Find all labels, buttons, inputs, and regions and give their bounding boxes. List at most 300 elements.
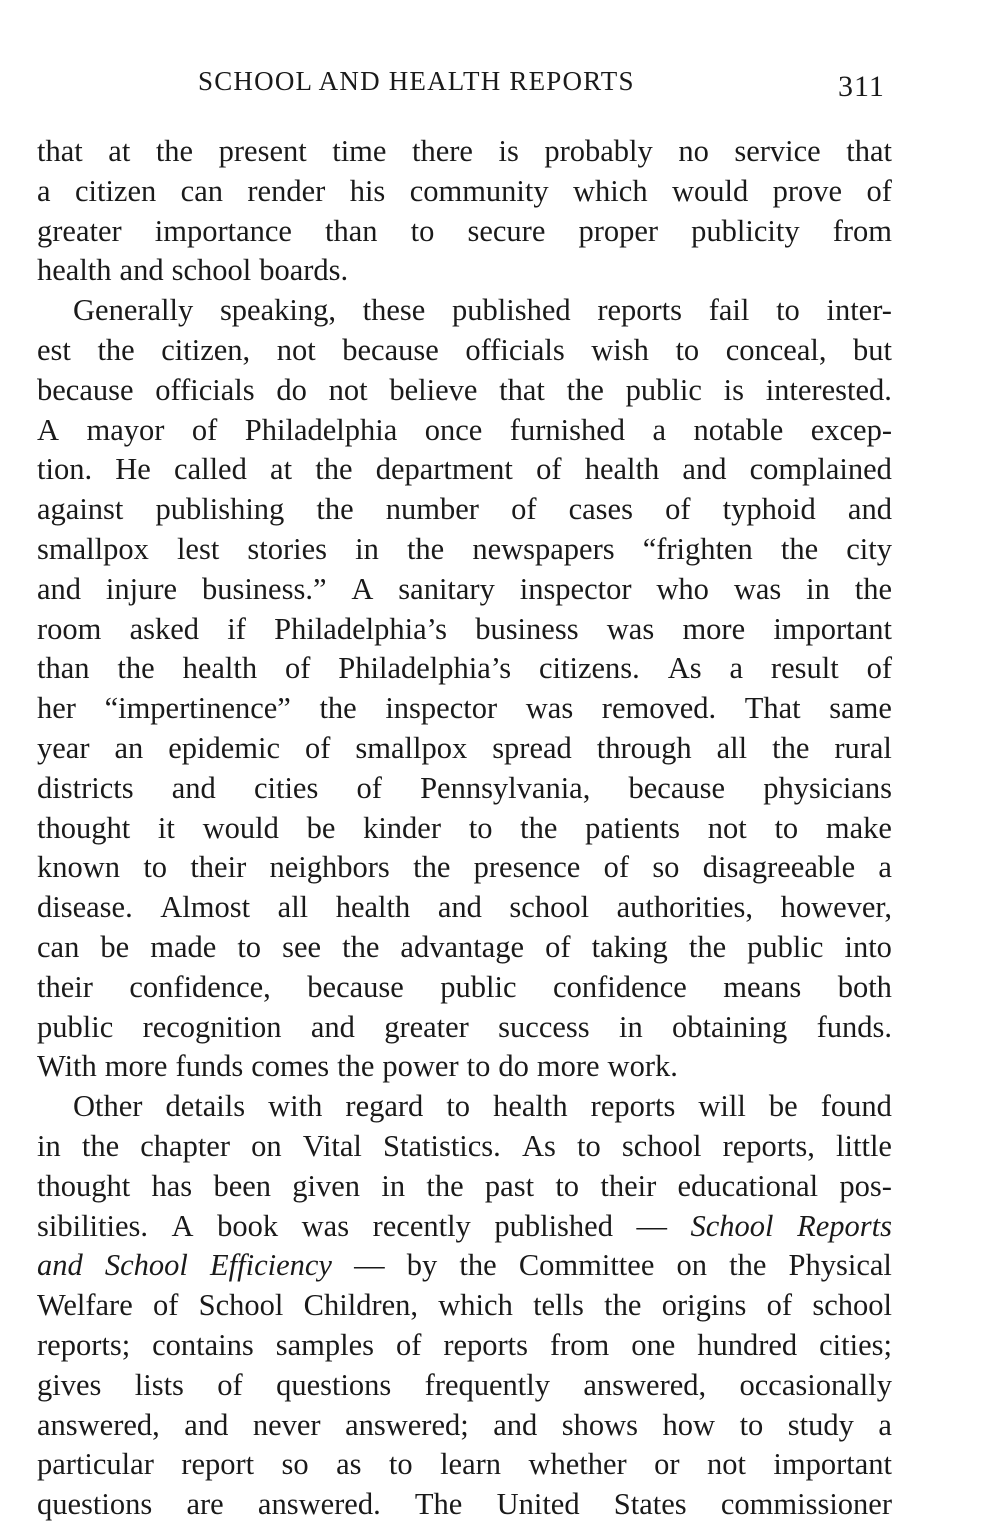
word: called [174, 452, 247, 487]
word: to [446, 1089, 471, 1124]
text-line [37, 251, 892, 291]
word: learn [440, 1447, 502, 1482]
running-title: SCHOOL AND HEALTH REPORTS [198, 66, 635, 96]
word: officials [465, 332, 565, 367]
word: to [576, 1128, 601, 1163]
word: Other [73, 1089, 143, 1124]
word: tion. [37, 452, 93, 487]
word: wish [591, 332, 649, 367]
text-line [37, 212, 892, 252]
word: reports [443, 1327, 529, 1362]
word: inter- [826, 293, 892, 328]
word: was [525, 691, 574, 726]
word: obtaining [672, 1009, 788, 1044]
word: which [573, 173, 648, 208]
word: time [332, 134, 387, 168]
word: the [319, 691, 357, 726]
word: because [342, 332, 439, 367]
word: from [549, 1327, 610, 1362]
word: citizen [74, 173, 157, 208]
word: Philadelphia’s [338, 651, 512, 686]
word: not [706, 1447, 746, 1482]
text-line [37, 172, 892, 212]
word: disease. [37, 890, 133, 925]
word: Children, [303, 1288, 419, 1323]
word: and [493, 1407, 538, 1442]
word: business.” [201, 571, 327, 606]
word: smallpox [37, 531, 149, 566]
word: advantage [400, 929, 525, 964]
word: found [820, 1089, 892, 1124]
text-line [37, 331, 892, 371]
text-line [37, 450, 892, 490]
word: a [652, 412, 666, 447]
word: see [282, 929, 322, 964]
word: greater [37, 213, 122, 248]
word: chapter [140, 1128, 230, 1163]
word: that [499, 372, 545, 407]
word: gives [37, 1367, 102, 1402]
word: no [678, 134, 709, 168]
word: answered, [37, 1407, 160, 1442]
text-line [37, 1326, 892, 1366]
word: is [723, 372, 744, 407]
text-line [37, 132, 892, 172]
text-line [37, 928, 892, 968]
word: stories [247, 531, 328, 566]
word: her [37, 691, 76, 726]
word: Almost [160, 890, 251, 925]
word: of [217, 1367, 243, 1402]
word: public [37, 1009, 114, 1044]
word: that [37, 134, 83, 168]
word: a [878, 850, 892, 885]
word: recently [372, 1208, 471, 1243]
word: at [270, 452, 293, 487]
word: tells [533, 1288, 584, 1323]
word: school [171, 253, 252, 288]
word: citizens. [539, 651, 640, 686]
word: their [190, 850, 247, 885]
word: presence [473, 850, 581, 885]
word: educational [677, 1168, 819, 1203]
word: of [866, 173, 892, 208]
text-line [37, 291, 892, 331]
word: be [306, 810, 336, 845]
word: “frighten [642, 531, 753, 566]
word: comes [251, 1049, 330, 1084]
word: work. [607, 1049, 678, 1084]
word: confidence [553, 969, 687, 1004]
word: which [438, 1288, 513, 1323]
word: occasionally [739, 1367, 892, 1402]
word: public [747, 929, 824, 964]
word: school [812, 1288, 892, 1323]
word: disagreeable [702, 850, 856, 885]
word: can [180, 173, 223, 208]
word: more [682, 611, 746, 646]
word: same [829, 691, 892, 726]
word: the [413, 850, 451, 885]
word: health [335, 890, 411, 925]
word: can [37, 929, 80, 964]
word: in [37, 1128, 61, 1163]
word: the [520, 810, 558, 845]
word: given [292, 1168, 361, 1203]
word: are [186, 1487, 224, 1522]
word: regard [345, 1089, 424, 1124]
word: present [218, 134, 307, 168]
word: with [268, 1089, 323, 1124]
word: from [832, 213, 892, 248]
page-number: 311 [838, 70, 885, 103]
word: shows [561, 1407, 639, 1442]
word: greater [384, 1009, 469, 1044]
word: and [37, 1248, 83, 1283]
word: funds [175, 1049, 244, 1084]
word: than [37, 651, 90, 686]
word: known [37, 850, 121, 885]
word: would [671, 173, 749, 208]
word: health [182, 651, 258, 686]
word: do [498, 1049, 529, 1084]
text-line [37, 1087, 892, 1127]
word: study [787, 1407, 854, 1442]
word: importance [154, 213, 292, 248]
word: details [165, 1089, 246, 1124]
word: of [603, 850, 630, 885]
word: and [310, 1009, 355, 1044]
word: to [466, 1049, 491, 1084]
word: it [157, 810, 175, 845]
word: has [151, 1168, 193, 1203]
word: reports, [722, 1128, 815, 1163]
word: of [284, 651, 311, 686]
word: to [739, 1407, 764, 1442]
word: He [115, 452, 151, 487]
word: the [772, 730, 810, 765]
text-line [37, 769, 892, 809]
word: inspector [385, 691, 498, 726]
word: would [202, 810, 279, 845]
word: Committee [518, 1248, 655, 1283]
text-line [37, 1008, 892, 1048]
word: A [37, 412, 60, 447]
word: of [304, 730, 331, 765]
word: The [414, 1487, 463, 1522]
word: Statistics. [383, 1128, 501, 1163]
word: so [652, 850, 680, 885]
word: reports [597, 293, 683, 328]
word: their [600, 1168, 657, 1203]
word: to [555, 1168, 580, 1203]
word: of [536, 452, 562, 487]
word: through [596, 730, 692, 765]
word: lists [134, 1367, 184, 1402]
word: funds. [816, 1009, 892, 1044]
word: number [385, 492, 479, 527]
word: the [604, 1288, 642, 1323]
word: That [744, 691, 801, 726]
word: mayor [86, 412, 165, 447]
word: States [613, 1487, 687, 1522]
word: sibilities. [37, 1208, 148, 1243]
word: be [768, 1089, 798, 1124]
word: at [108, 134, 131, 168]
word: and [171, 770, 216, 805]
word: into [844, 929, 892, 964]
word: rural [834, 730, 892, 765]
word: the [729, 1248, 767, 1283]
word: Reports [797, 1208, 892, 1243]
word: boards. [259, 253, 349, 288]
word: on [251, 1128, 282, 1163]
word: school [621, 1128, 702, 1163]
word: not [276, 332, 316, 367]
text-line [37, 689, 892, 729]
word: by [406, 1248, 438, 1283]
word: community [409, 173, 549, 208]
word: spread [492, 730, 572, 765]
word: Philadelphia’s [274, 611, 447, 646]
word: than [325, 213, 378, 248]
word: published [452, 293, 571, 328]
word: the [342, 929, 380, 964]
word: reports; [37, 1327, 131, 1362]
word: physicians [763, 770, 892, 805]
word: Vital [302, 1128, 362, 1163]
word: With [37, 1049, 97, 1084]
word: Physical [788, 1248, 892, 1283]
word: their [37, 969, 93, 1004]
word: the [854, 571, 892, 606]
word: was [733, 571, 782, 606]
word: of [511, 492, 537, 527]
word: answered; [345, 1407, 469, 1442]
word: particular [37, 1447, 154, 1482]
word: complained [749, 452, 892, 487]
word: est [37, 332, 71, 367]
word: result [770, 651, 839, 686]
word: newspapers [472, 531, 615, 566]
word: the [459, 1248, 497, 1283]
word: notable [693, 412, 784, 447]
word: not [328, 372, 368, 407]
word: published [494, 1208, 613, 1243]
text-line [37, 729, 892, 769]
text-line [37, 610, 892, 650]
word: prove [772, 173, 843, 208]
word: School [690, 1208, 774, 1243]
word: the [155, 134, 194, 168]
text-line [37, 530, 892, 570]
word: a [729, 651, 744, 686]
word: the [81, 1128, 120, 1163]
word: to [774, 810, 799, 845]
word: and [847, 492, 892, 527]
word: the [566, 372, 604, 407]
word: of [665, 492, 691, 527]
word: in [618, 1009, 643, 1044]
word: to [776, 293, 800, 328]
word: neighbors [269, 850, 390, 885]
text-line [37, 371, 892, 411]
word: the [426, 1168, 464, 1203]
word: will [698, 1089, 746, 1124]
text-line [37, 570, 892, 610]
word: who [656, 571, 709, 606]
text-line [37, 411, 892, 451]
text-line [37, 968, 892, 1008]
text-line [37, 1406, 892, 1446]
word: authorities, [616, 890, 753, 925]
word: been [213, 1168, 272, 1203]
word: School [198, 1288, 284, 1323]
word: was [606, 611, 655, 646]
word: was [301, 1208, 350, 1243]
word: As [521, 1128, 556, 1163]
text-line [37, 1167, 892, 1207]
word: to [675, 332, 700, 367]
word: samples [275, 1327, 374, 1362]
word: reports [590, 1089, 676, 1124]
word: because [628, 770, 726, 805]
word: to [237, 929, 262, 964]
word: because [37, 372, 134, 407]
word: the [315, 452, 353, 487]
word: be [100, 929, 130, 964]
text-line [37, 888, 892, 928]
word: cases [568, 492, 633, 527]
word: kinder [363, 810, 441, 845]
word: of [356, 770, 382, 805]
word: year [37, 730, 90, 765]
word: important [773, 611, 892, 646]
word: patients [585, 810, 681, 845]
word: do [276, 372, 307, 407]
word: in [381, 1168, 406, 1203]
word: business [475, 611, 579, 646]
word: publicity [691, 213, 800, 248]
text-line [37, 848, 892, 888]
word: to [468, 810, 493, 845]
word: but [853, 332, 892, 367]
word: his [349, 173, 386, 208]
word: more [104, 1049, 168, 1084]
word: sanitary [398, 571, 495, 606]
word: “impertinence” [104, 691, 291, 726]
word: to [410, 213, 435, 248]
word: injure [105, 571, 178, 606]
word: cities [253, 770, 319, 805]
text-line [37, 1127, 892, 1167]
word: hundred [697, 1327, 798, 1362]
word: one [631, 1327, 676, 1362]
text-line [37, 1207, 892, 1247]
word: and [119, 253, 164, 288]
word: the [337, 1049, 375, 1084]
word: of [191, 412, 218, 447]
word: both [837, 969, 892, 1004]
word: contains [152, 1327, 254, 1362]
word: speaking, [219, 293, 336, 328]
word: districts [37, 770, 134, 805]
word: little [836, 1128, 892, 1163]
word: a [37, 173, 51, 208]
word: make [825, 810, 892, 845]
word: if [227, 611, 246, 646]
word: answered. [257, 1487, 381, 1522]
word: frequently [424, 1367, 550, 1402]
word: of [395, 1327, 422, 1362]
word: — [354, 1248, 385, 1283]
word: or [654, 1447, 680, 1482]
word: Generally [73, 293, 194, 328]
word: commissioner [720, 1487, 892, 1522]
word: proper [578, 213, 659, 248]
word: made [150, 929, 217, 964]
word: fail [708, 293, 750, 328]
word: on [676, 1248, 707, 1283]
word: school [509, 890, 590, 925]
word: the [406, 531, 445, 566]
word: thought [37, 1168, 131, 1203]
word: publishing [155, 492, 285, 527]
word: report [181, 1447, 255, 1482]
word: room [37, 611, 102, 646]
word: against [37, 492, 124, 527]
word: the [117, 651, 155, 686]
word: officials [155, 372, 255, 407]
word: to [143, 850, 168, 885]
word: secure [467, 213, 546, 248]
word: whether [528, 1447, 627, 1482]
word: confidence, [129, 969, 271, 1004]
word: public [440, 969, 517, 1004]
text-line [37, 1286, 892, 1326]
word: render [247, 173, 326, 208]
word: however, [780, 890, 892, 925]
word: of [545, 929, 571, 964]
word: never [252, 1407, 321, 1442]
word: an [114, 730, 144, 765]
word: thought [37, 810, 131, 845]
word: removed. [601, 691, 717, 726]
text-line [37, 1485, 892, 1525]
word: more [536, 1049, 600, 1084]
word: questions [276, 1367, 392, 1402]
word: in [806, 571, 830, 606]
text-line [37, 1366, 892, 1406]
word: health [37, 253, 112, 288]
word: pos- [839, 1168, 892, 1203]
text-line [37, 490, 892, 530]
word: questions [37, 1487, 153, 1522]
word: conceal, [725, 332, 827, 367]
word: health [584, 452, 660, 487]
word: inspector [519, 571, 632, 606]
word: these [362, 293, 426, 328]
word: not [707, 810, 747, 845]
body-text [37, 132, 892, 1525]
word: all [277, 890, 309, 925]
word: is [498, 134, 519, 168]
word: a [878, 1407, 892, 1442]
word: epidemic [168, 730, 281, 765]
word: the [688, 929, 727, 964]
word: once [424, 412, 483, 447]
word: of [766, 1288, 793, 1323]
